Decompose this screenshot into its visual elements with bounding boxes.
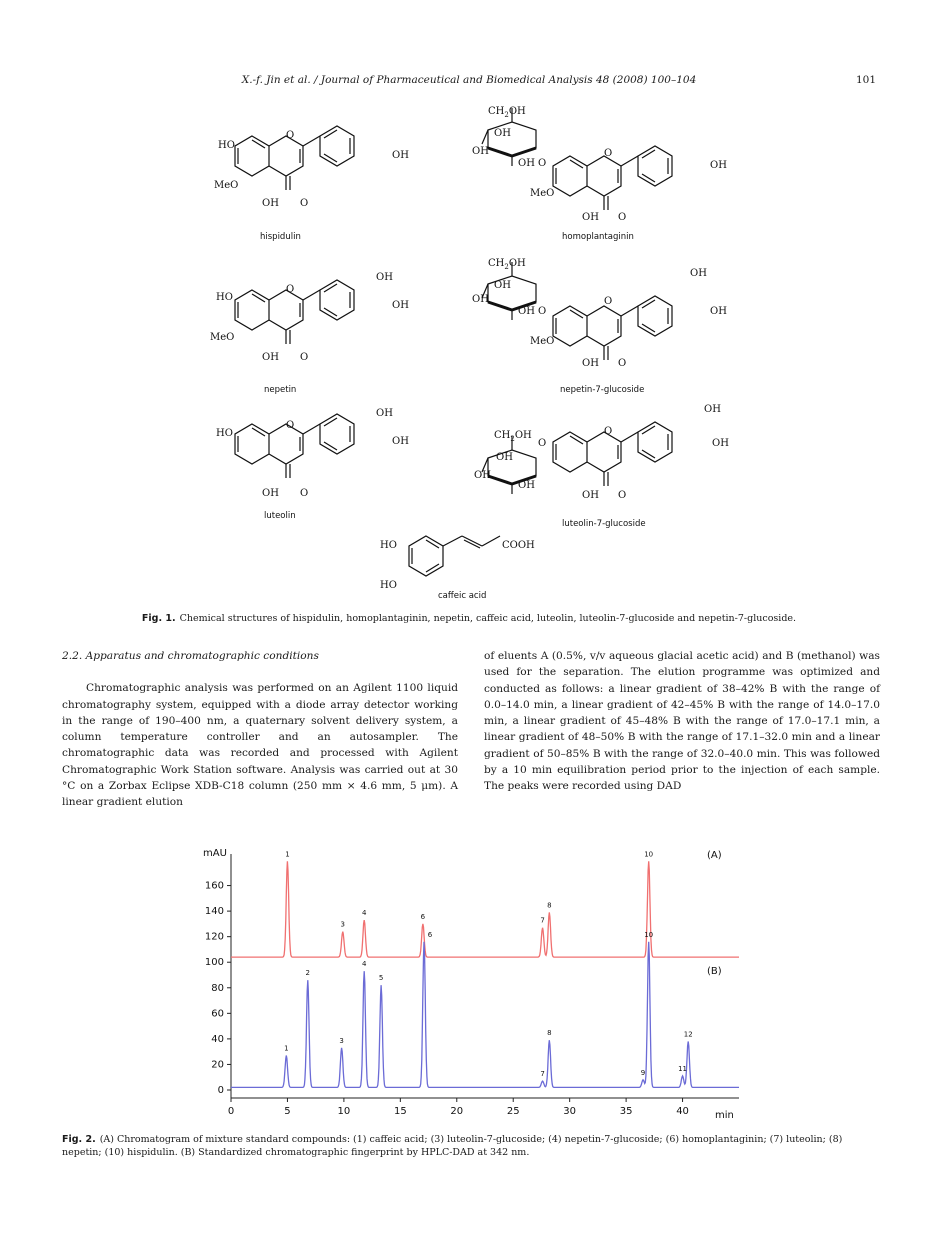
svg-text:CH2OH: $CH_2OH$ — [494, 430, 532, 443]
y-tick-label: 0 — [217, 1085, 224, 1096]
svg-text:O: O — [300, 488, 309, 499]
svg-text:OH: OH — [262, 352, 279, 363]
structure-nepetin — [210, 272, 409, 395]
svg-text:OH: OH — [690, 268, 707, 279]
svg-text:CH2OH: $CH_2OH$ — [488, 258, 526, 271]
x-tick-label: 20 — [450, 1106, 464, 1117]
peak-label: 10 — [644, 930, 654, 939]
svg-text:OH: OH — [494, 128, 511, 139]
y-tick-label: 60 — [211, 1008, 224, 1020]
caption-text: (A) Chromatogram of mixture standard compounds: (1) caffeic acid; (3) luteolin-7-glucoside; (4) nepetin-7-glucoside; (6) homoplantaginin; (7) luteolin; (8) nepetin; (10) hispidulin. (B) Standardized chromatographic fingerprint by HPLC-DAD at 342 nm. — [62, 1134, 843, 1158]
svg-text:OH: OH — [262, 198, 279, 209]
page-number: 101 — [855, 74, 876, 86]
svg-text:O: O — [300, 352, 309, 363]
structure-luteolin — [216, 408, 409, 521]
svg-text:OH: OH — [710, 160, 727, 171]
running-header — [62, 74, 876, 90]
svg-text:HO: HO — [216, 428, 233, 439]
svg-text:OH: OH — [496, 452, 513, 463]
compound-name: nepetin-7-glucoside — [560, 385, 645, 395]
svg-text:OH: OH — [474, 470, 491, 481]
peak-label: 4 — [361, 909, 367, 918]
svg-text:HO: HO — [216, 292, 233, 303]
trace-line — [231, 942, 739, 1088]
peak-label: 9 — [640, 1068, 646, 1077]
svg-text:O: O — [286, 284, 295, 295]
peak-label: 1 — [284, 1044, 289, 1053]
x-tick-label: 0 — [227, 1106, 235, 1117]
figure-1-structures — [200, 96, 760, 608]
peak-label: 7 — [540, 916, 545, 925]
trace-line — [231, 861, 739, 957]
x-tick-label: 25 — [506, 1106, 520, 1117]
svg-text:MeO: MeO — [530, 188, 555, 199]
peak-label: 11 — [678, 1064, 688, 1073]
svg-text:MeO: MeO — [530, 336, 555, 347]
peak-label: 10 — [644, 850, 654, 859]
x-tick-label: 30 — [563, 1106, 577, 1117]
x-tick-label: 35 — [619, 1106, 633, 1117]
y-tick-label: 20 — [211, 1059, 224, 1071]
compound-name: luteolin-7-glucoside — [562, 519, 646, 529]
peak-label: 12 — [683, 1030, 693, 1039]
compound-name: nepetin — [264, 385, 297, 395]
structure-nepetin-7-glucoside — [472, 258, 727, 395]
svg-text:OH: OH — [376, 272, 393, 283]
svg-text:OH: OH — [704, 404, 721, 415]
svg-text:OH: OH — [582, 358, 599, 369]
peak-label: 3 — [340, 920, 345, 929]
y-tick-label: 160 — [204, 880, 224, 892]
trace-b-label: (B) — [707, 966, 722, 977]
peak-label: 6 — [420, 912, 426, 921]
svg-text:O: O — [538, 158, 547, 169]
structure-hispidulin — [214, 126, 409, 242]
svg-text:MeO: MeO — [210, 332, 235, 343]
svg-text:O: O — [300, 198, 309, 209]
trace-a-label: (A) — [707, 850, 722, 861]
svg-text:OH: OH — [518, 480, 535, 491]
y-tick-label: 40 — [211, 1033, 224, 1045]
svg-text:OH: OH — [392, 150, 409, 161]
right-column — [484, 648, 880, 795]
caption-text: Chemical structures of hispidulin, homoplantaginin, nepetin, caffeic acid, luteolin, luteolin-7-glucoside and nepetin-7-glucoside. — [179, 613, 797, 624]
svg-text:O: O — [618, 358, 627, 369]
svg-text:OH: OH — [392, 300, 409, 311]
peak-label: 1 — [285, 850, 290, 859]
x-tick-label: 10 — [337, 1106, 351, 1117]
svg-text:OH: OH — [472, 294, 489, 305]
svg-text:O: O — [538, 438, 547, 449]
caption-label: Fig. 2. — [62, 1134, 96, 1145]
y-tick-label: 100 — [204, 957, 224, 969]
x-tick-label: 15 — [393, 1106, 407, 1117]
svg-text:OH: OH — [518, 158, 535, 169]
x-tick-label: 5 — [284, 1106, 291, 1117]
svg-text:OH: OH — [376, 408, 393, 419]
svg-text:O: O — [604, 426, 613, 437]
peak-label: 8 — [547, 901, 552, 910]
compound-name: hispidulin — [260, 232, 301, 242]
svg-text:OH: OH — [582, 212, 599, 223]
svg-text:O: O — [618, 212, 627, 223]
y-tick-label: 120 — [204, 931, 224, 943]
figure-2-caption — [62, 1133, 876, 1159]
peak-label: 6 — [427, 930, 433, 939]
svg-text:O: O — [618, 490, 627, 501]
peak-label: 5 — [378, 974, 384, 983]
peak-label: 2 — [305, 969, 310, 978]
svg-text:HO: HO — [380, 540, 397, 551]
paragraph-elution: of eluents A (0.5%, v/v aqueous glacial acetic acid) and B (methanol) was used for the separation. The elution programme was optimized and conducted as follows: a linear gradient of 38–42% B with the range of 0.0–14.0 min, a linear gradient of 42–45% B with the range of 14.0–17.0 min, a linear gradient of 45–48% B with the range of 17.0–17.1 min, a linear gradient of 48–50% B with the range of 17.1–32.0 min and a linear gradient of 50–85% B with the range of 32.0–40.0 min. This was followed by a 10 min equilibration period prior to the injection of each sample. The peaks were recorded using DAD — [484, 650, 880, 793]
peak-label: 3 — [339, 1036, 344, 1045]
figure-2-chromatogram — [195, 842, 755, 1132]
journal-citation: X.-f. Jin et al. / Journal of Pharmaceutical and Biomedical Analysis 48 (2008) 100–104 — [241, 74, 697, 86]
caption-label: Fig. 1. — [141, 613, 176, 624]
figure-1-caption — [62, 613, 876, 624]
chemical-structures-drawing — [200, 96, 760, 608]
svg-text:O: O — [286, 420, 295, 431]
svg-text:OH: OH — [494, 280, 511, 291]
svg-text:OH: OH — [712, 438, 729, 449]
svg-text:HO: HO — [380, 580, 397, 591]
y-tick-label: 80 — [211, 982, 224, 994]
y-axis-label: mAU — [203, 848, 227, 859]
compound-name: luteolin — [264, 511, 296, 521]
svg-text:OH: OH — [472, 146, 489, 157]
structure-luteolin-7-glucoside — [474, 404, 729, 529]
x-axis-label: min — [715, 1110, 734, 1121]
svg-text:HO: HO — [218, 140, 235, 151]
svg-text:COOH: COOH — [502, 540, 535, 551]
paragraph-apparatus: Chromatographic analysis was performed on an Agilent 1100 liquid chromatography system, equipped with a diode array detector working in the range of 190–400 nm, a quaternary solvent delivery system, a column temperature controller and an autosampler. The chromatographic data was recorded and processed with Agilent Chromatographic Work Station software. Analysis was carried out at 30 °C on a Zorbax Eclipse XDB-C18 column (250 mm × 4.6 mm, 5 μm). A linear gradient elution — [62, 682, 458, 809]
peak-label: 4 — [361, 960, 367, 969]
svg-text:O: O — [604, 148, 613, 159]
svg-text:MeO: MeO — [214, 180, 239, 191]
x-tick-label: 40 — [676, 1106, 689, 1117]
structure-caffeic-acid — [380, 536, 535, 601]
y-tick-label: 140 — [204, 906, 224, 918]
chromatogram-chart — [195, 842, 755, 1132]
svg-text:OH: OH — [518, 306, 535, 317]
peak-label: 7 — [540, 1070, 545, 1079]
section-heading: 2.2. Apparatus and chromatographic conditions — [62, 650, 319, 662]
svg-text:OH: OH — [582, 490, 599, 501]
svg-text:OH: OH — [392, 436, 409, 447]
compound-name: caffeic acid — [438, 591, 487, 601]
svg-text:O: O — [286, 130, 295, 141]
compound-name: homoplantaginin — [562, 232, 634, 242]
svg-text:OH: OH — [710, 306, 727, 317]
structure-homoplantaginin — [472, 106, 727, 242]
svg-text:O: O — [604, 296, 613, 307]
left-column — [62, 648, 458, 811]
svg-text:O: O — [538, 306, 547, 317]
svg-text:CH2OH: $CH_2OH$ — [488, 106, 526, 119]
peak-label: 8 — [547, 1029, 552, 1038]
svg-text:OH: OH — [262, 488, 279, 499]
